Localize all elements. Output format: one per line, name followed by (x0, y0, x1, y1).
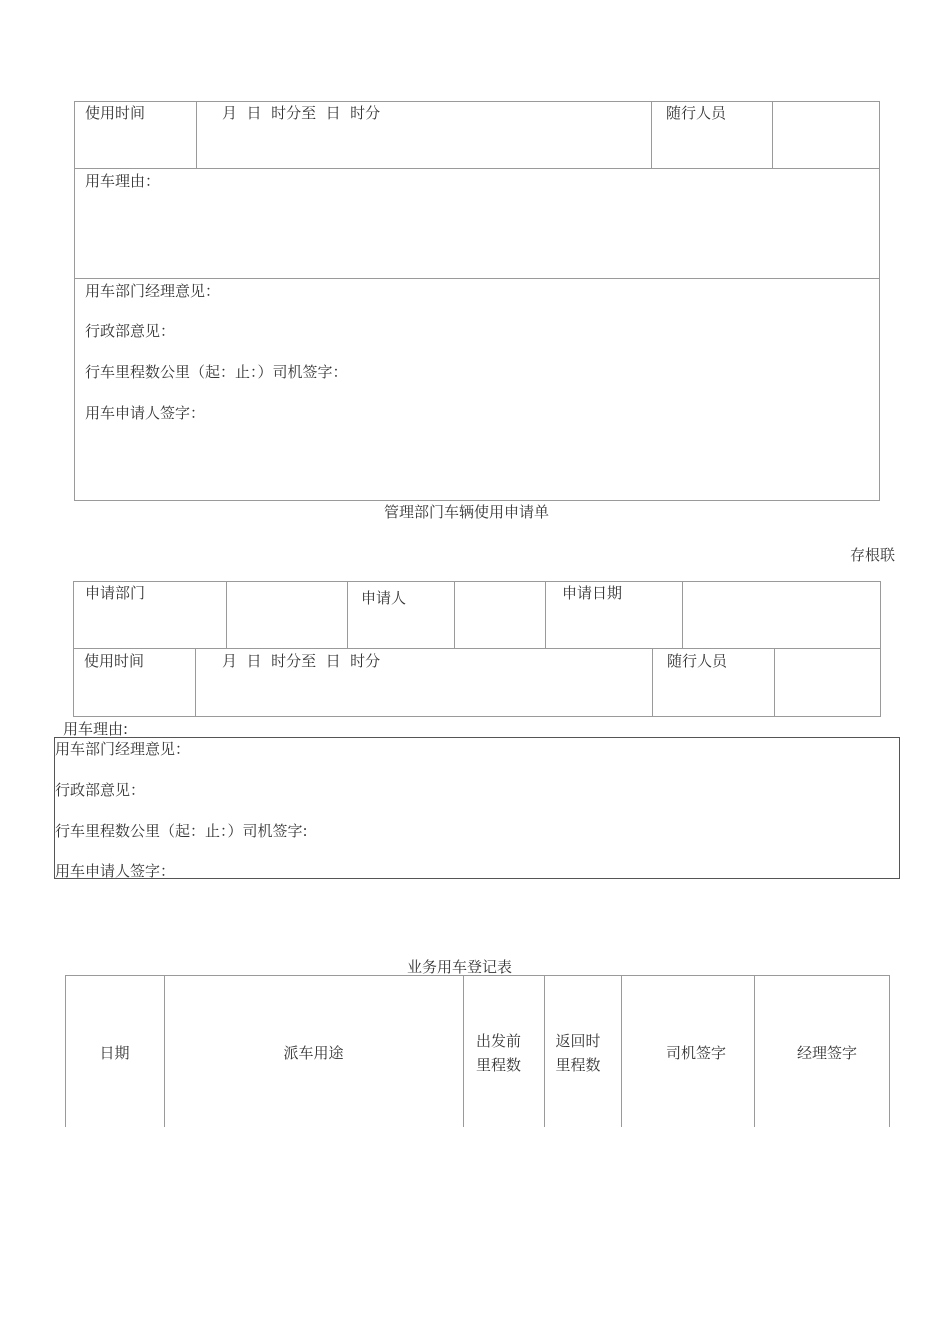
form1-companions-label: 随行人员 (666, 104, 727, 122)
form2-col-divider (774, 648, 775, 717)
form2-applicant-label: 申请人 (361, 589, 407, 607)
form1-col-divider (772, 101, 773, 168)
form2-col-divider (545, 581, 546, 648)
form2-col-divider (682, 581, 683, 648)
log-header-manager-sign: 经理签字 (796, 1044, 857, 1062)
form2-companions-label: 随行人员 (667, 652, 728, 670)
log-header-driver-sign: 司机签字 (665, 1044, 726, 1062)
form2-mileage-driver-sign: 行车里程数公里（起：止：）司机签字: (55, 822, 308, 840)
form1-manager-opinion: 用车部门经理意见： (85, 282, 221, 300)
form1-col-divider (196, 101, 197, 168)
log-top-border (65, 975, 889, 976)
form2-date-label: 申请日期 (562, 584, 623, 602)
form2-time-label: 使用时间 (84, 652, 145, 670)
form1-row-divider (74, 278, 880, 279)
form2-col-divider (195, 648, 196, 717)
form2-col-divider (454, 581, 455, 648)
log-col-divider (463, 975, 464, 1127)
log-title: 业务用车登记表 (407, 958, 513, 976)
log-header-return-mileage-line1: 返回时 (555, 1032, 601, 1050)
log-header-purpose: 派车用途 (283, 1044, 344, 1062)
log-header-depart-mileage-line2: 里程数 (475, 1056, 521, 1074)
form2-reason-label: 用车理由: (63, 720, 129, 738)
form2-dept-label: 申请部门 (85, 584, 146, 602)
form2-title: 管理部门车辆使用申请单 (384, 503, 550, 521)
form2-copy-label: 存根联 (850, 546, 896, 564)
log-header-return-mileage-line2: 里程数 (555, 1056, 601, 1074)
form1-row-divider (74, 168, 880, 169)
form2-col-divider (652, 648, 653, 717)
form1-col-divider (651, 101, 652, 168)
form2-manager-opinion: 用车部门经理意见： (55, 740, 191, 758)
form1-table-border (74, 101, 880, 501)
form2-col-divider (226, 581, 227, 648)
form1-time-label: 使用时间 (85, 104, 146, 122)
form1-time-field[interactable]: 月 日 时分至 日 时分 (222, 104, 381, 122)
form2-admin-opinion: 行政部意见： (55, 781, 146, 799)
form1-reason-label: 用车理由： (85, 172, 161, 190)
form2-time-field[interactable]: 月 日 时分至 日 时分 (222, 652, 381, 670)
form1-mileage-driver-sign: 行车里程数公里（起：止：）司机签字： (85, 363, 348, 381)
log-col-divider (544, 975, 545, 1127)
form1-admin-opinion: 行政部意见： (85, 322, 176, 340)
form2-col-divider (347, 581, 348, 648)
log-header-depart-mileage-line1: 出发前 (475, 1032, 521, 1050)
form2-applicant-sign: 用车申请人签字： (55, 862, 176, 880)
log-header-date: 日期 (99, 1044, 130, 1062)
form1-applicant-sign: 用车申请人签字： (85, 404, 206, 422)
